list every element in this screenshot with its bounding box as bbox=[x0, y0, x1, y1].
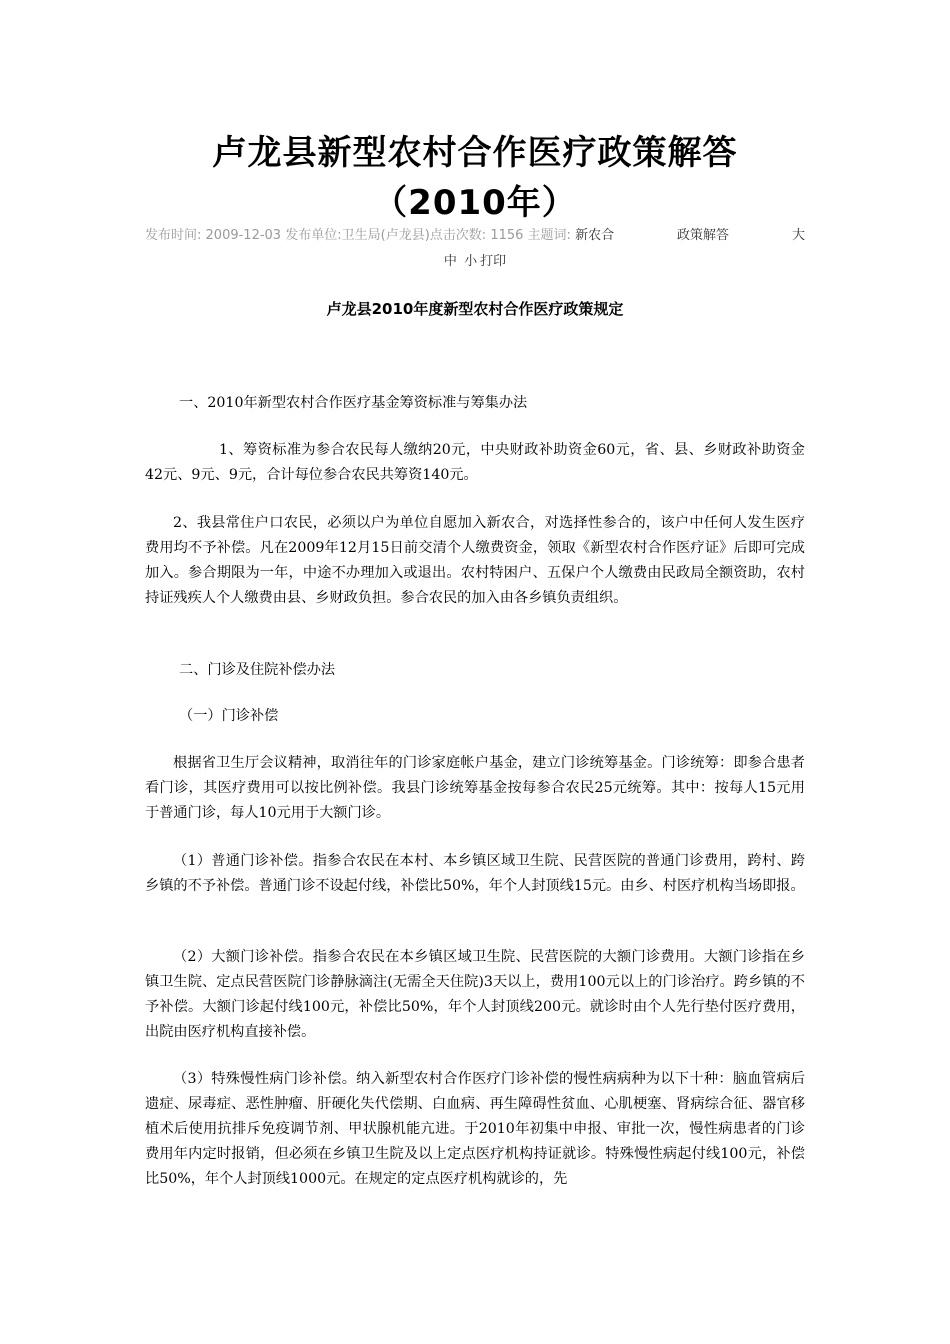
subsection-heading-outpatient: （一）门诊补偿 bbox=[179, 708, 279, 724]
font-size-large-link[interactable]: 大 bbox=[791, 228, 805, 243]
title-line-1: 卢龙县新型农村合作医疗政策解答 bbox=[212, 133, 738, 173]
paragraph-outpatient-pooling: 根据省卫生厅会议精神，取消往年的门诊家庭帐户基金，建立门诊统筹基金。门诊统筹：即参合患者看门诊，其医疗费用可以按比例补偿。我县门诊统筹基金按每参合农民25元统筹。其中：按每人15元用于普通门诊，每人10元用于大额门诊。 bbox=[145, 755, 805, 821]
font-size-small-link[interactable]: 小 bbox=[464, 254, 478, 269]
section-heading-funding: 一、2010年新型农村合作医疗基金筹资标准与筹集办法 bbox=[179, 395, 528, 411]
font-size-medium-link[interactable]: 中 bbox=[443, 254, 457, 269]
page-title bbox=[145, 128, 805, 228]
meta-info bbox=[145, 226, 614, 246]
section-heading-compensation: 二、门诊及住院补偿办法 bbox=[179, 662, 336, 678]
clicks-label: 点击次数: bbox=[429, 228, 487, 243]
topic-link-xinnonghe[interactable]: 新农合 bbox=[575, 228, 615, 243]
publish-label: 发布时间: bbox=[145, 228, 202, 243]
meta-row bbox=[145, 226, 805, 246]
paragraph-funding-standard: 1、筹资标准为参合农民每人缴纳20元，中央财政补助资金60元，省、县、乡财政补助资金42元、9元、9元，合计每位参合农民共筹资140元。 bbox=[145, 442, 805, 483]
meta-actions bbox=[145, 252, 805, 272]
document-subtitle: 卢龙县2010年度新型农村合作医疗政策规定 bbox=[326, 300, 624, 318]
paragraph-major-outpatient: （2）大额门诊补偿。指参合农民在本乡镇区域卫生院、民营医院的大额门诊费用。大额门诊指在乡镇卫生院、定点民营医院门诊静脉滴注(无需全天住院)3天以上，费用100元以上的门诊治疗。跨乡镇的不予补偿。大额门诊起付线100元，补偿比50%，年个人封顶线200元。就诊时由个人先行垫付医疗费用，出院由医疗机构直接补偿。 bbox=[145, 949, 805, 1040]
topic-link-policy-answer[interactable]: 政策解答 bbox=[677, 228, 730, 243]
topic-label: 主题词: bbox=[527, 228, 571, 243]
paragraph-general-outpatient: （1）普通门诊补偿。指参合农民在本村、本乡镇区域卫生院、民营医院的普通门诊费用，跨村、跨乡镇的不予补偿。普通门诊不设起付线，补偿比50%，年个人封顶线15元。由乡、村医疗机构当场即报。 bbox=[145, 853, 805, 894]
title-line-2: （2010年） bbox=[373, 183, 577, 223]
article-meta bbox=[145, 226, 805, 272]
paragraph-enrollment: 2、我县常住户口农民，必须以户为单位自愿加入新农合，对选择性参合的，该户中任何人发生医疗费用均不予补偿。凡在2009年12月15日前交清个人缴费资金，领取《新型农村合作医疗证》后即可完成加入。参合期限为一年，中途不办理加入或退出。农村特困户、五保户个人缴费由民政局全额资助，农村持证残疾人个人缴费由县、乡财政负担。参合农民的加入由各乡镇负责组织。 bbox=[145, 515, 805, 606]
publish-unit: 卫生局(卢龙县) bbox=[341, 228, 430, 243]
publish-date: 2009-12-03 bbox=[205, 228, 282, 243]
print-link[interactable]: 打印 bbox=[480, 254, 507, 269]
paragraph-chronic-disease: （3）特殊慢性病门诊补偿。纳入新型农村合作医疗门诊补偿的慢性病病种为以下十种：脑血管病后遗症、尿毒症、恶性肿瘤、肝硬化失代偿期、白血病、再生障碍性贫血、心肌梗塞、肾病综合征、器官移植术后使用抗排斥免疫调节剂、甲状腺机能亢进。于2010年初集中申报、审批一次，慢性病患者的门诊费用年内定时报销，但必须在乡镇卫生院及以上定点医疗机构持证就诊。特殊慢性病起付线100元，补偿比50%，年个人封顶线1000元。在规定的定点医疗机构就诊的，先 bbox=[145, 1071, 805, 1187]
unit-label: 发布单位: bbox=[285, 228, 342, 243]
click-count: 1156 bbox=[490, 228, 524, 243]
